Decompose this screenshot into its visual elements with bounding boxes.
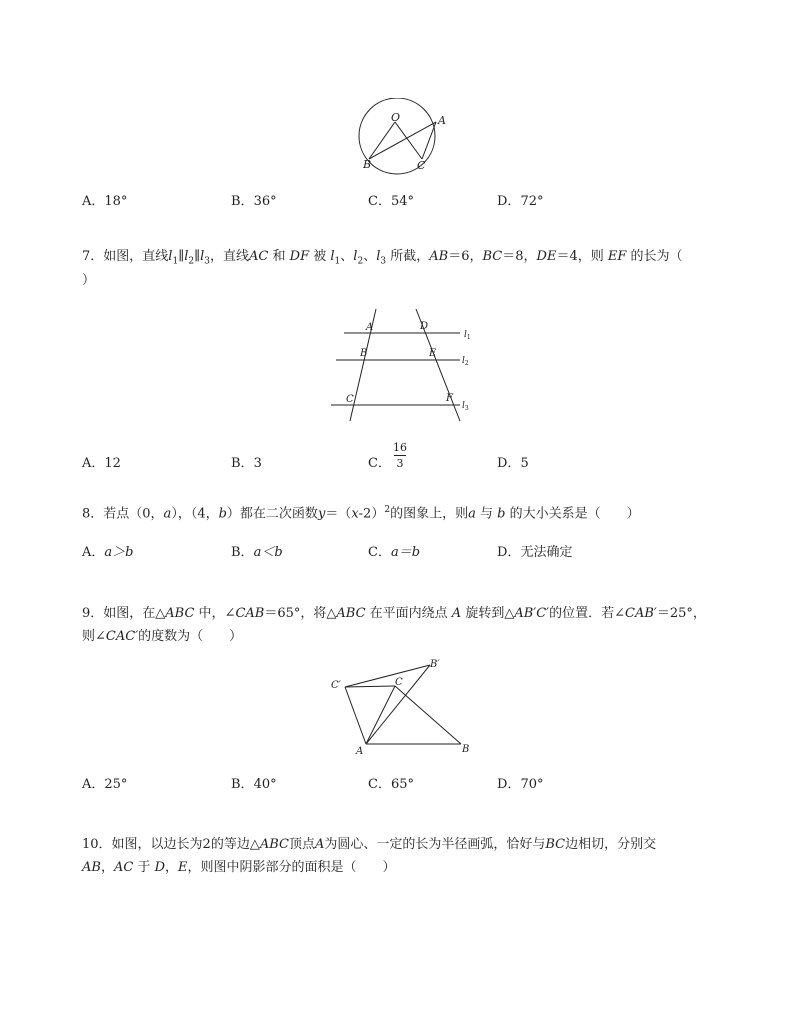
segment-ca [422, 122, 436, 159]
q6-option-b[interactable]: B．36° [231, 194, 277, 209]
segment-ob [369, 122, 395, 159]
segment-c-prime-b-prime [345, 665, 430, 687]
q6-option-d[interactable]: D．72° [497, 194, 544, 209]
fraction-bar [394, 455, 406, 456]
label-l3: $l_3$ [462, 401, 469, 412]
label-c-prime: C′ [331, 680, 341, 691]
label-o: O [391, 111, 401, 124]
q9-option-a[interactable]: A．25° [82, 777, 128, 792]
label-l1: $l_1$ [464, 330, 471, 341]
label-l2: $l_2$ [462, 356, 469, 367]
q8-stem: 8．若点（0，a），（4，b）都在二次函数$y=(x-2)^2$的图象上，则a 与 b 的大小关系是（ ） [82, 505, 640, 522]
q9-option-b[interactable]: B．40° [231, 777, 277, 792]
segment-ac-prime [345, 687, 366, 744]
q9-stem-line2: 则∠CAC′的度数为（ ） [82, 629, 243, 644]
label-b: B [363, 158, 372, 171]
q7-option-b[interactable]: B．3 [231, 456, 262, 471]
q6-option-a[interactable]: A．18° [82, 194, 128, 209]
label-b: B [462, 744, 470, 755]
segment-cb [395, 686, 461, 744]
label-a: A [438, 114, 446, 127]
q9-option-c[interactable]: C．65° [368, 777, 414, 792]
q6-option-c[interactable]: C．54° [368, 194, 414, 209]
q7-parallel-lines-figure [328, 305, 478, 425]
fraction-denominator: 3 [396, 457, 404, 470]
q9-option-d[interactable]: D．70° [497, 777, 544, 792]
label-a: A [366, 322, 374, 333]
q8-option-c[interactable]: C．a＝b [368, 545, 421, 560]
q9-stem-line1: 9．如图，在△ABC 中，∠CAB＝65°，将△ABC 在平面内绕点 A 旋转到△AB′C′的位置．若∠CAB′＝25°， [82, 606, 706, 621]
label-c: C [417, 159, 426, 172]
q7-stem-line1: 7．如图，直线$l_1\parallel l_2\parallel l_3$，直线AC 和 DF 被 $l_1$、$l_2$、$l_3$ 所截，AB＝6，BC＝8，DE＝4，则 EF 的长为（ [82, 249, 683, 267]
q10-stem-line2: AB，AC 于 D，E，则图中阴影部分的面积是（ ） [82, 860, 396, 875]
q7-option-d[interactable]: D．5 [497, 456, 529, 471]
q6-circle-figure [350, 98, 450, 178]
q9-rotation-figure [328, 655, 478, 755]
label-c: C [395, 677, 403, 688]
segment-c-prime-c [345, 686, 395, 687]
q8-option-b[interactable]: B．a＜b [231, 545, 283, 560]
label-c: C [346, 394, 354, 405]
segment-oc [395, 122, 422, 159]
q7-option-c[interactable]: C． [368, 456, 391, 471]
q7-stem-line2: ） [82, 273, 96, 288]
segment-ac [366, 686, 395, 744]
q10-stem-line1: 10．如图，以边长为2的等边△ABC顶点A为圆心、一定的长为半径画弧，恰好与BC边相切，分别交 [82, 837, 657, 852]
label-d: D [420, 321, 429, 332]
segment-ba [369, 122, 436, 159]
q7-option-a[interactable]: A．12 [82, 456, 121, 471]
label-f: F [446, 393, 453, 404]
label-b-prime: B′ [430, 659, 440, 670]
label-e: E [429, 348, 437, 359]
label-b: B [360, 348, 368, 359]
label-a: A [356, 746, 364, 755]
fraction-numerator: 16 [393, 441, 407, 454]
q8-option-d[interactable]: D．无法确定 [497, 545, 573, 560]
q7-option-c-fraction [393, 441, 407, 470]
q8-option-a[interactable]: A．a＞b [82, 545, 134, 560]
